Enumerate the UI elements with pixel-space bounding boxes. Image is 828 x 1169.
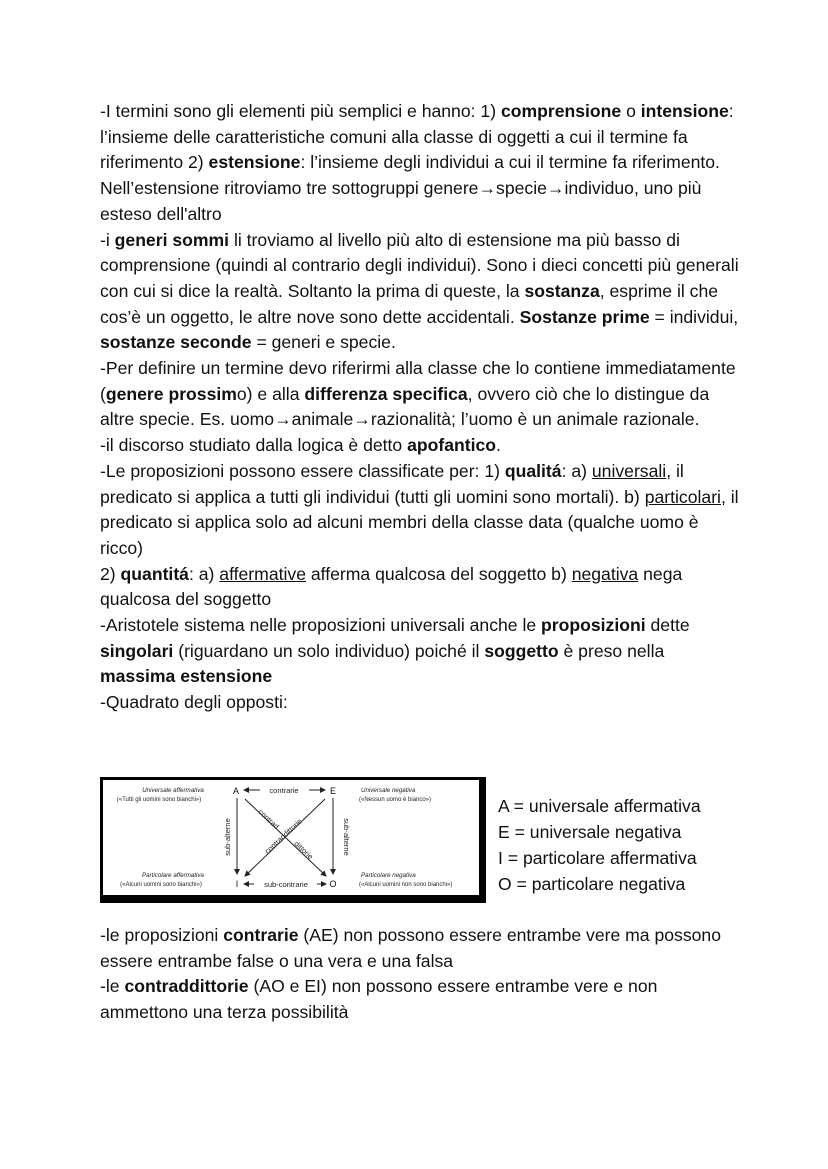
bold-term: singolari [100, 640, 174, 661]
text-run: o) e alla [236, 383, 305, 404]
text-run: : l’insieme delle caratteristiche comuni alla classe di oggetti a cui il termine fa riferimento 2) [100, 101, 734, 173]
bold-term: sostanze seconde [100, 332, 252, 353]
dittorie-part: dittorie [281, 816, 304, 839]
bold-term: qualitá [504, 460, 562, 481]
pn-title: Particolare negativa [361, 872, 416, 879]
pa-title: Particolare affermativa [142, 872, 204, 879]
paragraph [100, 356, 740, 433]
legend-item-i: I = particolare affermativa [498, 848, 697, 868]
text-run: = generi e specie. [251, 332, 396, 353]
paragraph [100, 690, 740, 716]
bold-term: Sostanze prime [519, 306, 650, 327]
text-run: o [621, 101, 641, 121]
paragraph [100, 433, 740, 459]
letter-o: O [329, 879, 337, 889]
legend [498, 793, 701, 897]
text-run: nega qualcosa del soggetto [100, 563, 683, 610]
un-example: («Nessun uomo è bianco») [359, 797, 432, 803]
paragraph [100, 974, 740, 1025]
text-run: , il predicato si applica solo ad alcuni membri della classe data (qualche uomo è ricco) [100, 486, 739, 558]
dittorie-label: dittorie [292, 839, 316, 862]
bold-term: estensione [208, 152, 301, 173]
text-run: -il discorso studiato dalla logica è detto [100, 435, 408, 456]
bold-term: contraddittorie [124, 976, 249, 997]
text-run: dette [645, 615, 690, 636]
bold-term: comprensione [500, 101, 622, 121]
letter-i: I [235, 879, 239, 889]
bold-term: contrarie [223, 925, 299, 945]
bold-term: quantitá [120, 563, 189, 584]
square-of-opposition-figure [100, 777, 740, 903]
paragraph [100, 459, 740, 562]
text-run: -i [100, 229, 115, 250]
text-run: (riguardano un solo individuo) poiché il [173, 640, 485, 661]
ua-title: Universale affermativa [142, 787, 204, 794]
pn-example: («Alcuni uomini non sono bianchi») [359, 882, 453, 888]
text-run: -Per definire un termine devo riferirmi alla classe che lo contiene immediatamente ( [100, 358, 736, 404]
paragraph [100, 613, 740, 690]
subalterne-left-label: sub-alterne [223, 818, 232, 856]
text-run: -le proposizioni [100, 925, 224, 945]
text-run: -Aristotele sistema nelle proposizioni universali anche le [100, 615, 542, 636]
text-run: = individui, [649, 306, 739, 327]
contrarie-label: contrarie [269, 786, 299, 795]
bold-term: intensione [640, 101, 729, 121]
text-run: afferma qualcosa del soggetto b) [306, 563, 572, 584]
paragraph [100, 923, 740, 974]
subcontrarie-label: sub-contrarie [264, 880, 308, 889]
pa-example: («Alcuni uomini sono bianchi») [120, 882, 202, 888]
text-run: -I termini sono gli elementi più semplici e hanno: 1) [100, 101, 501, 121]
bold-term: sostanza [524, 280, 600, 301]
underlined-term: particolari [644, 486, 721, 507]
ua-example: («Tutti gli uomini sono bianchi») [116, 797, 202, 803]
text-run: -le [100, 976, 125, 997]
diagram-svg [103, 780, 479, 895]
legend-item-a: A = universale affermativa [498, 796, 701, 816]
underlined-term: universali [591, 460, 667, 481]
legend-item-o: O = particolare negativa [498, 874, 686, 894]
text-run: , il predicato si applica a tutti gli individui (tutti gli uomini sono mortali). b) [100, 460, 684, 507]
text-run: 2) [100, 563, 121, 584]
contrad-part: contrad [262, 832, 288, 856]
text-run: li troviamo al livello più alto di estensione ma più basso di comprensione (quindi al contrario degli individui). Sono i dieci concetti più generali con cui si dice la realtà. Soltanto la prima di queste, la [100, 229, 739, 301]
underlined-term: affermative [219, 563, 306, 584]
paragraph [100, 99, 740, 228]
text-run: , ovvero ciò che lo distingue da altre specie. Es. uomo→animale→razionalità; l’uomo è un animale razionale. [100, 383, 710, 430]
paragraph [100, 562, 740, 613]
text-run: . [496, 435, 501, 456]
bold-term: massima estensione [100, 666, 273, 687]
bold-term: genere prossim [105, 383, 237, 404]
subalterne-right-label: sub-alterne [342, 818, 351, 856]
letter-e: E [329, 786, 337, 796]
text-run: : l’insieme degli individui a cui il termine fa riferimento. Nell’estensione ritroviamo tre sottogruppi genere→specie→individuo, uno più esteso dell'altro [100, 152, 720, 224]
text-run: : a) [188, 563, 220, 584]
letter-a: A [232, 786, 240, 796]
bold-term: differenza specifica [304, 383, 468, 404]
text-run: (AO e EI) non possono essere entrambe vere e non ammettono una terza possibilità [100, 976, 658, 1023]
text-run: -Quadrato degli opposti: [100, 692, 288, 713]
text-run: è preso nella [558, 640, 665, 661]
legend-item-e: E = universale negativa [498, 822, 682, 842]
bold-term: apofantico [407, 435, 497, 456]
body-text [100, 99, 740, 716]
paragraph [100, 228, 740, 357]
text-run: : a) [561, 460, 592, 481]
square-of-opposition-diagram [100, 777, 486, 903]
text-run: , esprime il che cos’è un oggetto, le altre nove sono dette accidentali. [100, 280, 719, 327]
un-title: Universale negativa [361, 787, 416, 794]
bold-term: generi sommi [114, 229, 230, 250]
body-text-after [100, 923, 740, 1026]
underlined-term: negativa [571, 563, 639, 584]
text-run: -Le proposizioni possono essere classificate per: 1) [100, 460, 505, 481]
bold-term: soggetto [484, 640, 559, 661]
bold-term: proposizioni [541, 615, 646, 636]
contrad-label: contrad [256, 807, 281, 831]
text-run: (AE) non possono essere entrambe vere ma possono essere entrambe false o una vera e una falsa [100, 925, 721, 971]
